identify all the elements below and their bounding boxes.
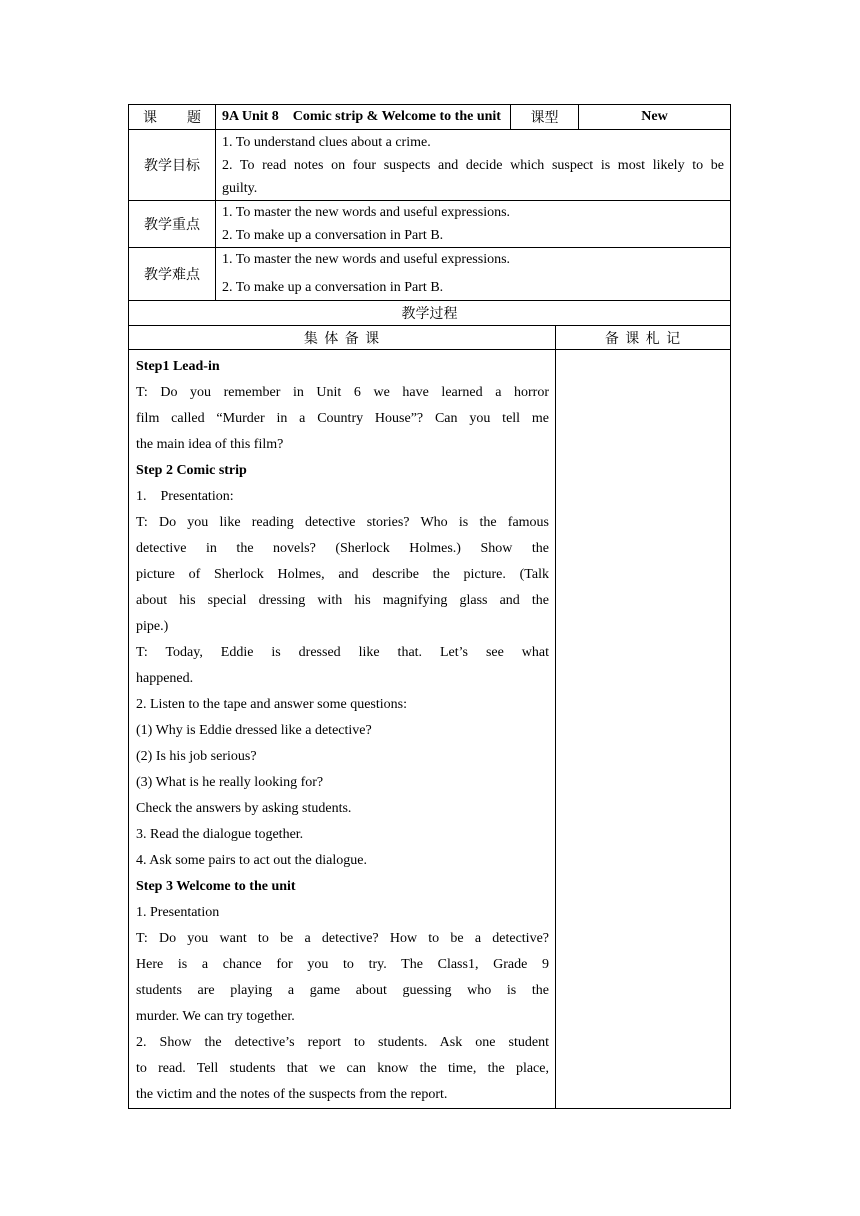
goals-content: [216, 130, 731, 201]
topic-label-char-2: 题: [187, 110, 201, 126]
process-line: T: Today, Eddie is dressed like that. Let’s see what: [136, 645, 549, 660]
process-line: to read. Tell students that we can know the time, the place,: [136, 1061, 549, 1076]
type-label: 课型: [511, 105, 579, 130]
goals-label: 教学目标: [129, 130, 216, 201]
goals-line: 2. To read notes on four suspects and decide which suspect is most likely to be: [222, 157, 724, 173]
column-header-row: [129, 326, 731, 350]
process-line: murder. We can try together.: [136, 1009, 295, 1024]
process-line: happened.: [136, 671, 194, 686]
process-line: 2. Listen to the tape and answer some questions:: [136, 697, 407, 712]
collective-prep-header: 集 体 备 课: [129, 326, 556, 350]
process-line: the victim and the notes of the suspects from the report.: [136, 1087, 448, 1102]
collective-prep-content: [129, 350, 556, 1109]
process-line: Here is a chance for you to try. The Class1, Grade 9: [136, 957, 549, 972]
process-line: T: Do you like reading detective stories? Who is the famous: [136, 515, 549, 530]
difficulties-content: [216, 248, 731, 301]
prep-notes-content: [556, 350, 731, 1109]
step-heading: Step 3 Welcome to the unit: [136, 879, 296, 894]
lesson-plan-page: [128, 104, 730, 1109]
key-points-row: [129, 201, 731, 248]
process-line: about his special dressing with his magnifying glass and the: [136, 593, 549, 608]
prep-notes-header: 备 课 札 记: [556, 326, 731, 350]
process-line: picture of Sherlock Holmes, and describe the picture. (Talk: [136, 567, 549, 582]
topic-label-cell: [129, 105, 216, 130]
difficulties-line: 1. To master the new words and useful expressions.: [222, 252, 511, 267]
process-body-row: [129, 350, 731, 1109]
process-title: 教学过程: [129, 301, 731, 326]
process-line: 2. Show the detective’s report to students. Ask one student: [136, 1035, 549, 1050]
process-line: 1. Presentation:: [136, 489, 234, 504]
key-points-label: 教学重点: [129, 201, 216, 248]
difficulties-label: 教学难点: [129, 248, 216, 301]
process-title-row: [129, 301, 731, 326]
process-line: students are playing a game about guessing who is the: [136, 983, 549, 998]
process-line: film called “Murder in a Country House”? Can you tell me: [136, 411, 549, 426]
process-line: (2) Is his job serious?: [136, 749, 257, 764]
process-line: Check the answers by asking students.: [136, 801, 352, 816]
process-line: T: Do you remember in Unit 6 we have learned a horror: [136, 385, 549, 400]
process-line: pipe.): [136, 619, 169, 634]
topic-value: 9A Unit 8 Comic strip & Welcome to the unit: [216, 105, 511, 130]
step-heading: Step1 Lead-in: [136, 359, 220, 374]
step-heading: Step 2 Comic strip: [136, 463, 247, 478]
goals-line: 1. To understand clues about a crime.: [222, 134, 431, 150]
process-line: the main idea of this film?: [136, 437, 284, 452]
key-points-line: 2. To make up a conversation in Part B.: [222, 228, 444, 243]
key-points-line: 1. To master the new words and useful expressions.: [222, 205, 511, 220]
key-points-content: [216, 201, 731, 248]
difficulties-row: [129, 248, 731, 301]
lesson-plan-table: [128, 104, 731, 1109]
process-line: 1. Presentation: [136, 905, 220, 920]
process-steps: [136, 354, 549, 1108]
goals-row: [129, 130, 731, 201]
difficulties-line: 2. To make up a conversation in Part B.: [222, 280, 444, 295]
process-line: 3. Read the dialogue together.: [136, 827, 304, 842]
type-value: New: [579, 105, 731, 130]
topic-row: [129, 105, 731, 130]
topic-label-char-1: 课: [143, 110, 157, 126]
process-line: T: Do you want to be a detective? How to be a detective?: [136, 931, 549, 946]
process-line: detective in the novels? (Sherlock Holmes.) Show the: [136, 541, 549, 556]
process-line: (1) Why is Eddie dressed like a detective?: [136, 723, 372, 738]
process-line: (3) What is he really looking for?: [136, 775, 324, 790]
goals-line: guilty.: [222, 180, 258, 196]
process-line: 4. Ask some pairs to act out the dialogue.: [136, 853, 367, 868]
